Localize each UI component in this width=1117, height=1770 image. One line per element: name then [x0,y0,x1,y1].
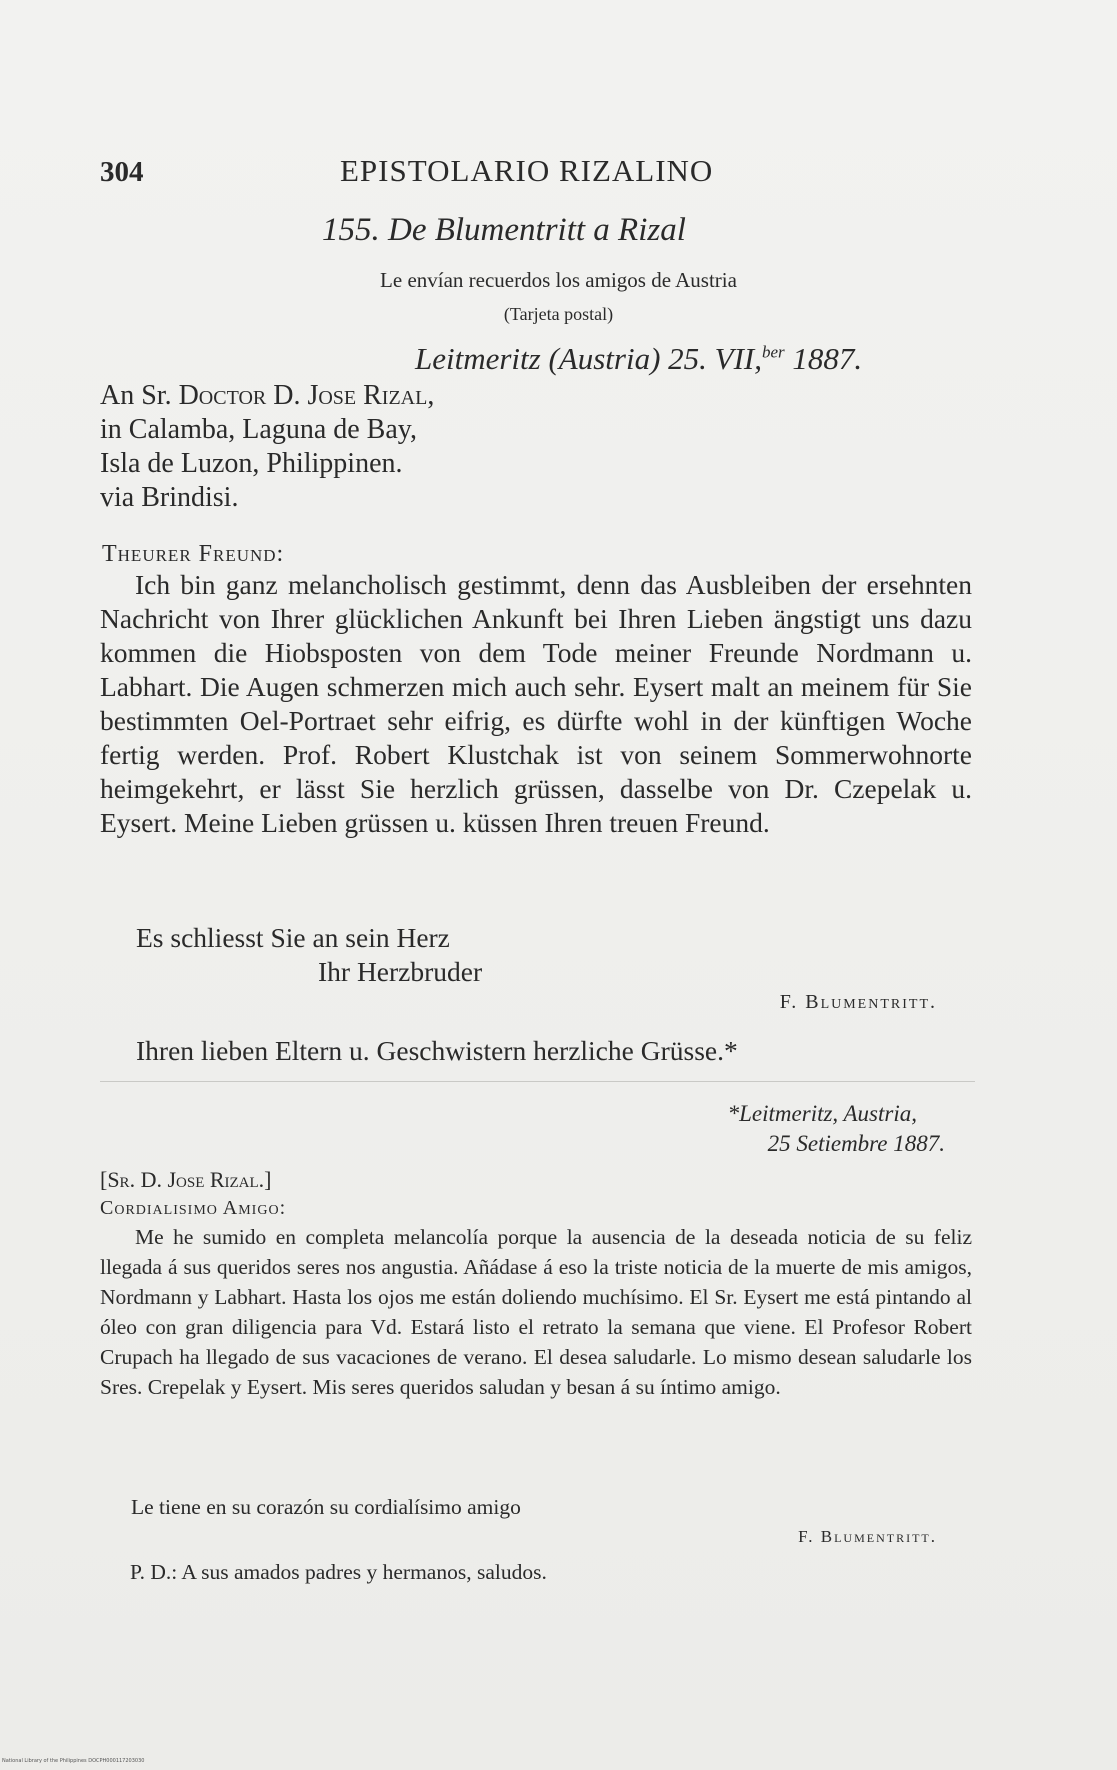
translation-body: Me he sumido en completa melancolía porque la ausencia de la deseada noticia de su feliz llegada á sus queridos seres nos angustia. Añádase á eso la triste noticia de la muerte de mis amigos, Nordmann y Labhart. Hasta los ojos me están doliendo muchísimo. El Sr. Eysert me está pintando al óleo con gran diligencia para Vd. Estará listo el retrato la semana que viene. El Profesor Robert Crupach ha llegado de sus vacaciones de verano. El desea saludarle. Lo mismo desean saludarle los Sres. Crepelak y Eysert. Mis seres queridos saludan y besan á su íntimo amigo. [100,1225,972,1399]
footnote-date: 25 Setiembre 1887. [767,1131,945,1156]
section-divider [100,1081,975,1082]
translation-postscript: P. D.: A sus amados padres y hermanos, saludos. [130,1560,547,1584]
translation-signature: F. Blumentritt. [798,1527,937,1546]
translation-greeting: Cordialisimo Amigo: [100,1197,287,1219]
address-line-3: Isla de Luzon, Philippinen. [100,448,403,479]
translation-recipient: [Sr. D. Jose Rizal.] [100,1167,272,1192]
letter-title: 155. De Blumentritt a Rizal [322,212,686,248]
address-prefix: An Sr. [100,380,179,411]
letter-dateline [415,341,862,377]
dateline-year: 1887. [792,341,863,376]
german-closing-2: Ihr Herzbruder [318,956,483,987]
page-number: 304 [100,156,144,188]
german-closing-1: Es schliesst Sie an sein Herz [136,922,450,953]
german-letter-body: Ich bin ganz melancholisch gestimmt, denn das Ausbleiben der ersehnten Nachricht von Ihrer glücklichen Ankunft bei Ihren Lieben ängstigt uns dazu kommen die Hiobsposten von dem Tode meiner Freunde Nordmann u. Labhart. Die Augen schmerzen mich auch sehr. Eysert malt an meinem für Sie bestimmten Oel-Portraet sehr eifrig, es dürfte wohl in der künftigen Woche fertig werden. Prof. Robert Klustchak ist von seinem Sommerwohnorte heimgekehrt, er lässt Sie herzlich grüssen, dasselbe von Dr. Czepelak u. Eysert. Meine Lieben grüssen u. küssen Ihren treuen Freund. [100,569,972,838]
address-recipient-name: Doctor D. Jose Rizal, [178,380,435,411]
address-line-4: via Brindisi. [100,482,239,513]
german-signature: F. Blumentritt. [779,991,937,1013]
letter-type-note: (Tarjeta postal) [503,304,614,324]
running-head: EPISTOLARIO RIZALINO [340,153,714,188]
german-greeting: Theurer Freund: [102,541,285,567]
translation-closing: Le tiene en su corazón su cordialísimo amigo [131,1495,521,1519]
dateline-text: Leitmeritz (Austria) 25. VII, [415,341,762,376]
scan-colophon: National Library of the Philippines DOCPH000117203030 [2,1758,145,1764]
letter-subtitle: Le envían recuerdos los amigos de Austria [380,268,737,292]
address-line-1 [100,380,434,412]
address-line-2: in Calamba, Laguna de Bay, [100,414,417,445]
footnote-place: *Leitmeritz, Austria, [727,1101,917,1126]
german-postscript: Ihren lieben Eltern u. Geschwistern herzliche Grüsse.* [136,1035,738,1066]
dateline-superscript: ber [762,342,785,362]
